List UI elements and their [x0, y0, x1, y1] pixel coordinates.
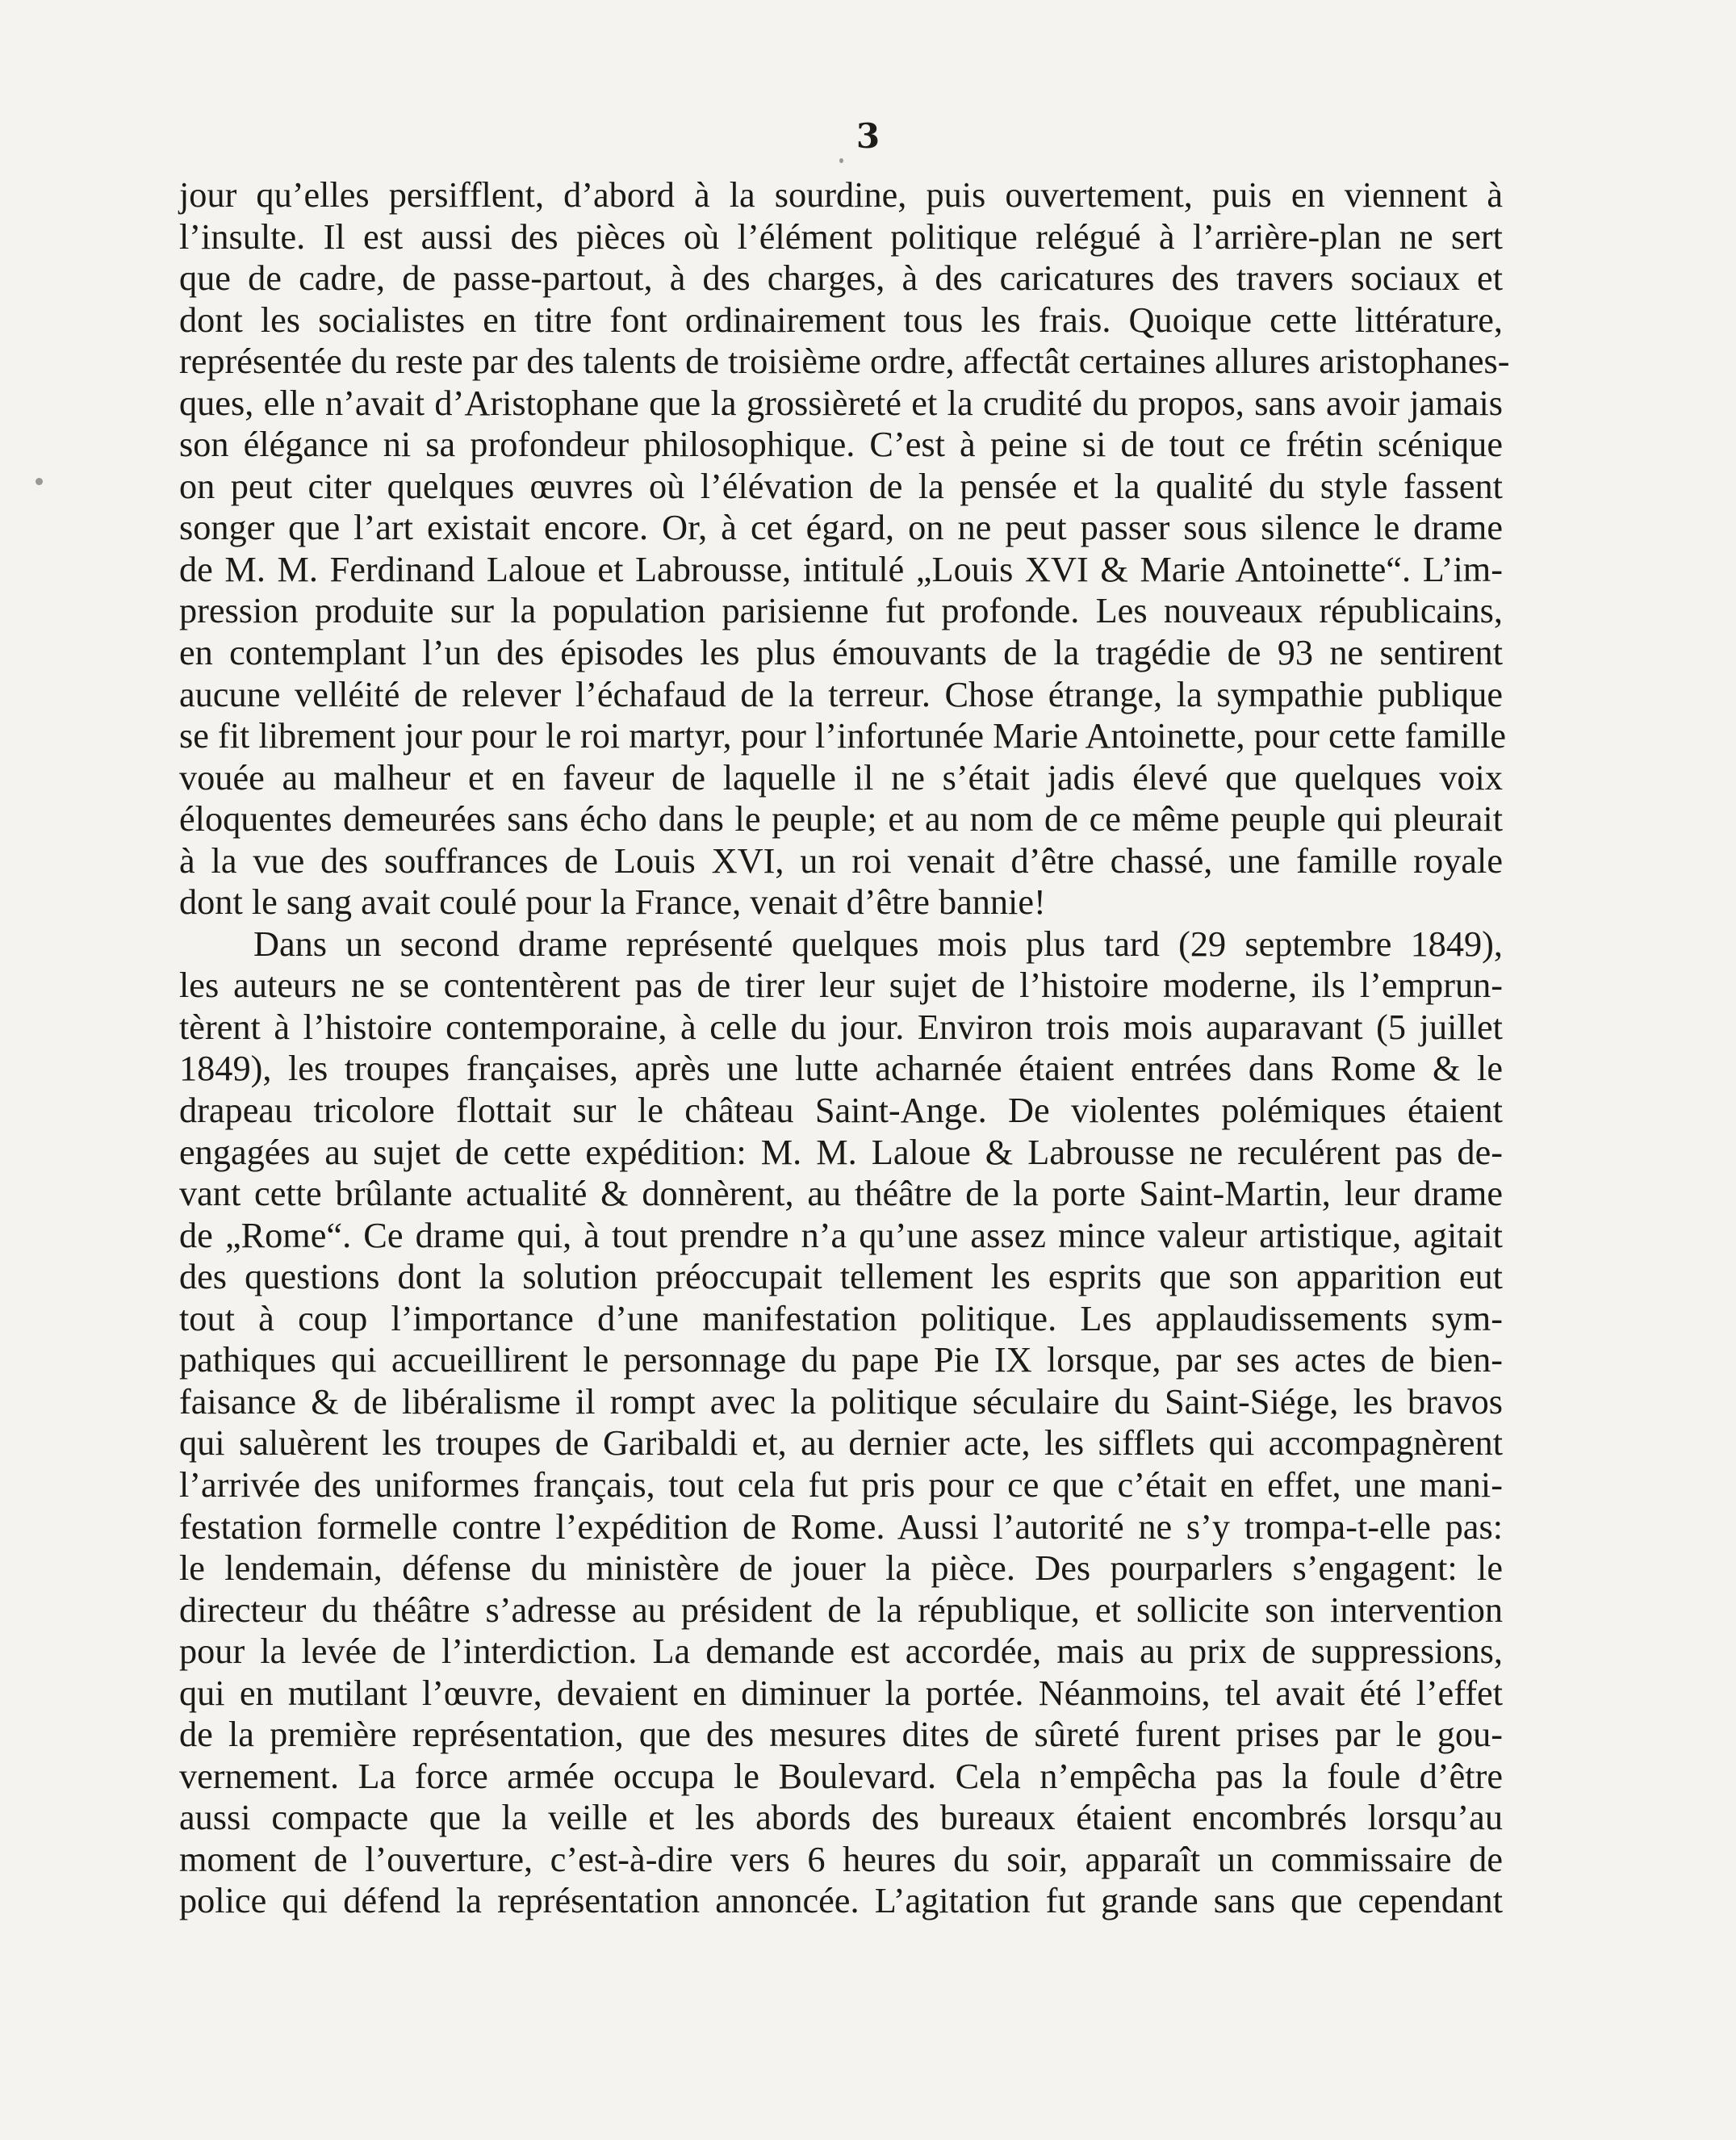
- text-line: aucune velléité de relever l’échafaud de la terreur. Chose étrange, la sympathie publique: [179, 674, 1503, 714]
- text-line: aussi compacte que la veille et les abords des bureaux étaient encombrés lorsqu’au: [179, 1798, 1503, 1838]
- paper-speck: [36, 478, 43, 485]
- text-line: police qui défend la représentation annoncée. L’agitation fut grande sans que cependant: [179, 1881, 1503, 1921]
- text-line: ques, elle n’avait d’Aristophane que la grossièreté et la crudité du propos, sans avoir jamais: [179, 383, 1503, 423]
- text-line: vant cette brûlante actualité & donnèrent, au théâtre de la porte Saint-Martin, leur drame: [179, 1174, 1503, 1214]
- text-line: faisance & de libéralisme il rompt avec la politique séculaire du Saint-Siége, les bravos: [179, 1381, 1503, 1422]
- text-line: se fit librement jour pour le roi martyr, pour l’infortunée Marie Antoinette, pour cette famille: [179, 716, 1507, 756]
- text-line: songer que l’art existait encore. Or, à cet égard, on ne peut passer sous silence le drame: [179, 508, 1503, 548]
- text-line: représentée du reste par des talents de troisième ordre, affectât certaines allures aristophanes-: [179, 341, 1510, 382]
- text-line: pression produite sur la population parisienne fut profonde. Les nouveaux républicains,: [179, 591, 1503, 631]
- text-line: le lendemain, défense du ministère de jouer la pièce. Des pourparlers s’engagent: le: [179, 1548, 1503, 1589]
- text-line: 1849), les troupes françaises, après une lutte acharnée étaient entrées dans Rome & le: [179, 1049, 1503, 1089]
- text-line: pathiques qui accueillirent le personnage du pape Pie IX lorsque, par ses actes de bien-: [179, 1340, 1503, 1380]
- text-line: des questions dont la solution préoccupait tellement les esprits que son apparition eut: [179, 1257, 1503, 1297]
- text-line: que de cadre, de passe-partout, à des charges, à des caricatures des travers sociaux et: [179, 258, 1503, 299]
- paragraph-1: [179, 174, 1510, 923]
- text-line: festation formelle contre l’expédition de Rome. Aussi l’autorité ne s’y trompa-t-elle pas:: [179, 1506, 1503, 1547]
- text-line: Dans un second drame représenté quelques mois plus tard (29 septembre 1849),: [253, 923, 1503, 964]
- text-line: son élégance ni sa profondeur philosophique. C’est à peine si de tout ce frétin scénique: [179, 425, 1503, 465]
- page-number: 3: [855, 116, 881, 156]
- text-line: dont le sang avait coulé pour la France, venait d’être bannie!: [179, 882, 1046, 923]
- text-line: l’insulte. Il est aussi des pièces où l’élément politique relégué à l’arrière-plan ne sert: [179, 216, 1503, 257]
- text-line: vouée au malheur et en faveur de laquelle il ne s’était jadis élevé que quelques voix: [179, 757, 1503, 798]
- paper-speck: [839, 158, 843, 163]
- text-line: jour qu’elles persifflent, d’abord à la sourdine, puis ouvertement, puis en viennent à: [179, 175, 1503, 215]
- text-line: de „Rome“. Ce drame qui, à tout prendre n’a qu’une assez mince valeur artistique, agitait: [179, 1215, 1503, 1255]
- text-line: engagées au sujet de cette expédition: M. M. Laloue & Labrousse ne reculérent pas de-: [179, 1132, 1503, 1172]
- text-line: à la vue des souffrances de Louis XVI, un roi venait d’être chassé, une famille royale: [179, 840, 1503, 881]
- text-line: moment de l’ouverture, c’est-à-dire vers 6 heures du soir, apparaît un commissaire de: [179, 1839, 1503, 1879]
- text-line: de M. M. Ferdinand Laloue et Labrousse, intitulé „Louis XVI & Marie Antoinette“. L’im-: [179, 549, 1503, 589]
- body-text: [179, 174, 1510, 1922]
- text-line: directeur du théâtre s’adresse au président de la république, et sollicite son intervention: [179, 1589, 1503, 1630]
- text-line: l’arrivée des uniformes français, tout cela fut pris pour ce que c’était en effet, une mani-: [179, 1464, 1503, 1505]
- text-line: éloquentes demeurées sans écho dans le peuple; et au nom de ce même peuple qui pleurait: [179, 799, 1503, 840]
- text-line: les auteurs ne se contentèrent pas de tirer leur sujet de l’histoire moderne, ils l’emprun-: [179, 965, 1503, 1006]
- paragraph-2: [179, 923, 1503, 1922]
- text-line: en contemplant l’un des épisodes les plus émouvants de la tragédie de 93 ne sentirent: [179, 633, 1503, 673]
- text-line: qui saluèrent les troupes de Garibaldi et, au dernier acte, les sifflets qui accompagnèrent: [179, 1423, 1503, 1464]
- text-line: dont les socialistes en titre font ordinairement tous les frais. Quoique cette littérature,: [179, 299, 1503, 340]
- text-line: qui en mutilant l’œuvre, devaient en diminuer la portée. Néanmoins, tel avait été l’effet: [179, 1673, 1503, 1713]
- text-line: on peut citer quelques œuvres où l’élévation de la pensée et la qualité du style fassent: [179, 466, 1503, 506]
- text-line: drapeau tricolore flottait sur le château Saint-Ange. De violentes polémiques étaient: [179, 1091, 1503, 1131]
- text-line: tèrent à l’histoire contemporaine, à celle du jour. Environ trois mois auparavant (5 juillet: [179, 1007, 1503, 1047]
- text-line: pour la levée de l’interdiction. La demande est accordée, mais au prix de suppressions,: [179, 1631, 1503, 1672]
- text-line: de la première représentation, que des mesures dites de sûreté furent prises par le gou-: [179, 1715, 1503, 1755]
- text-line: tout à coup l’importance d’une manifestation politique. Les applaudissements sym-: [179, 1298, 1503, 1338]
- text-line: vernement. La force armée occupa le Boulevard. Cela n’empêcha pas la foule d’être: [179, 1756, 1503, 1796]
